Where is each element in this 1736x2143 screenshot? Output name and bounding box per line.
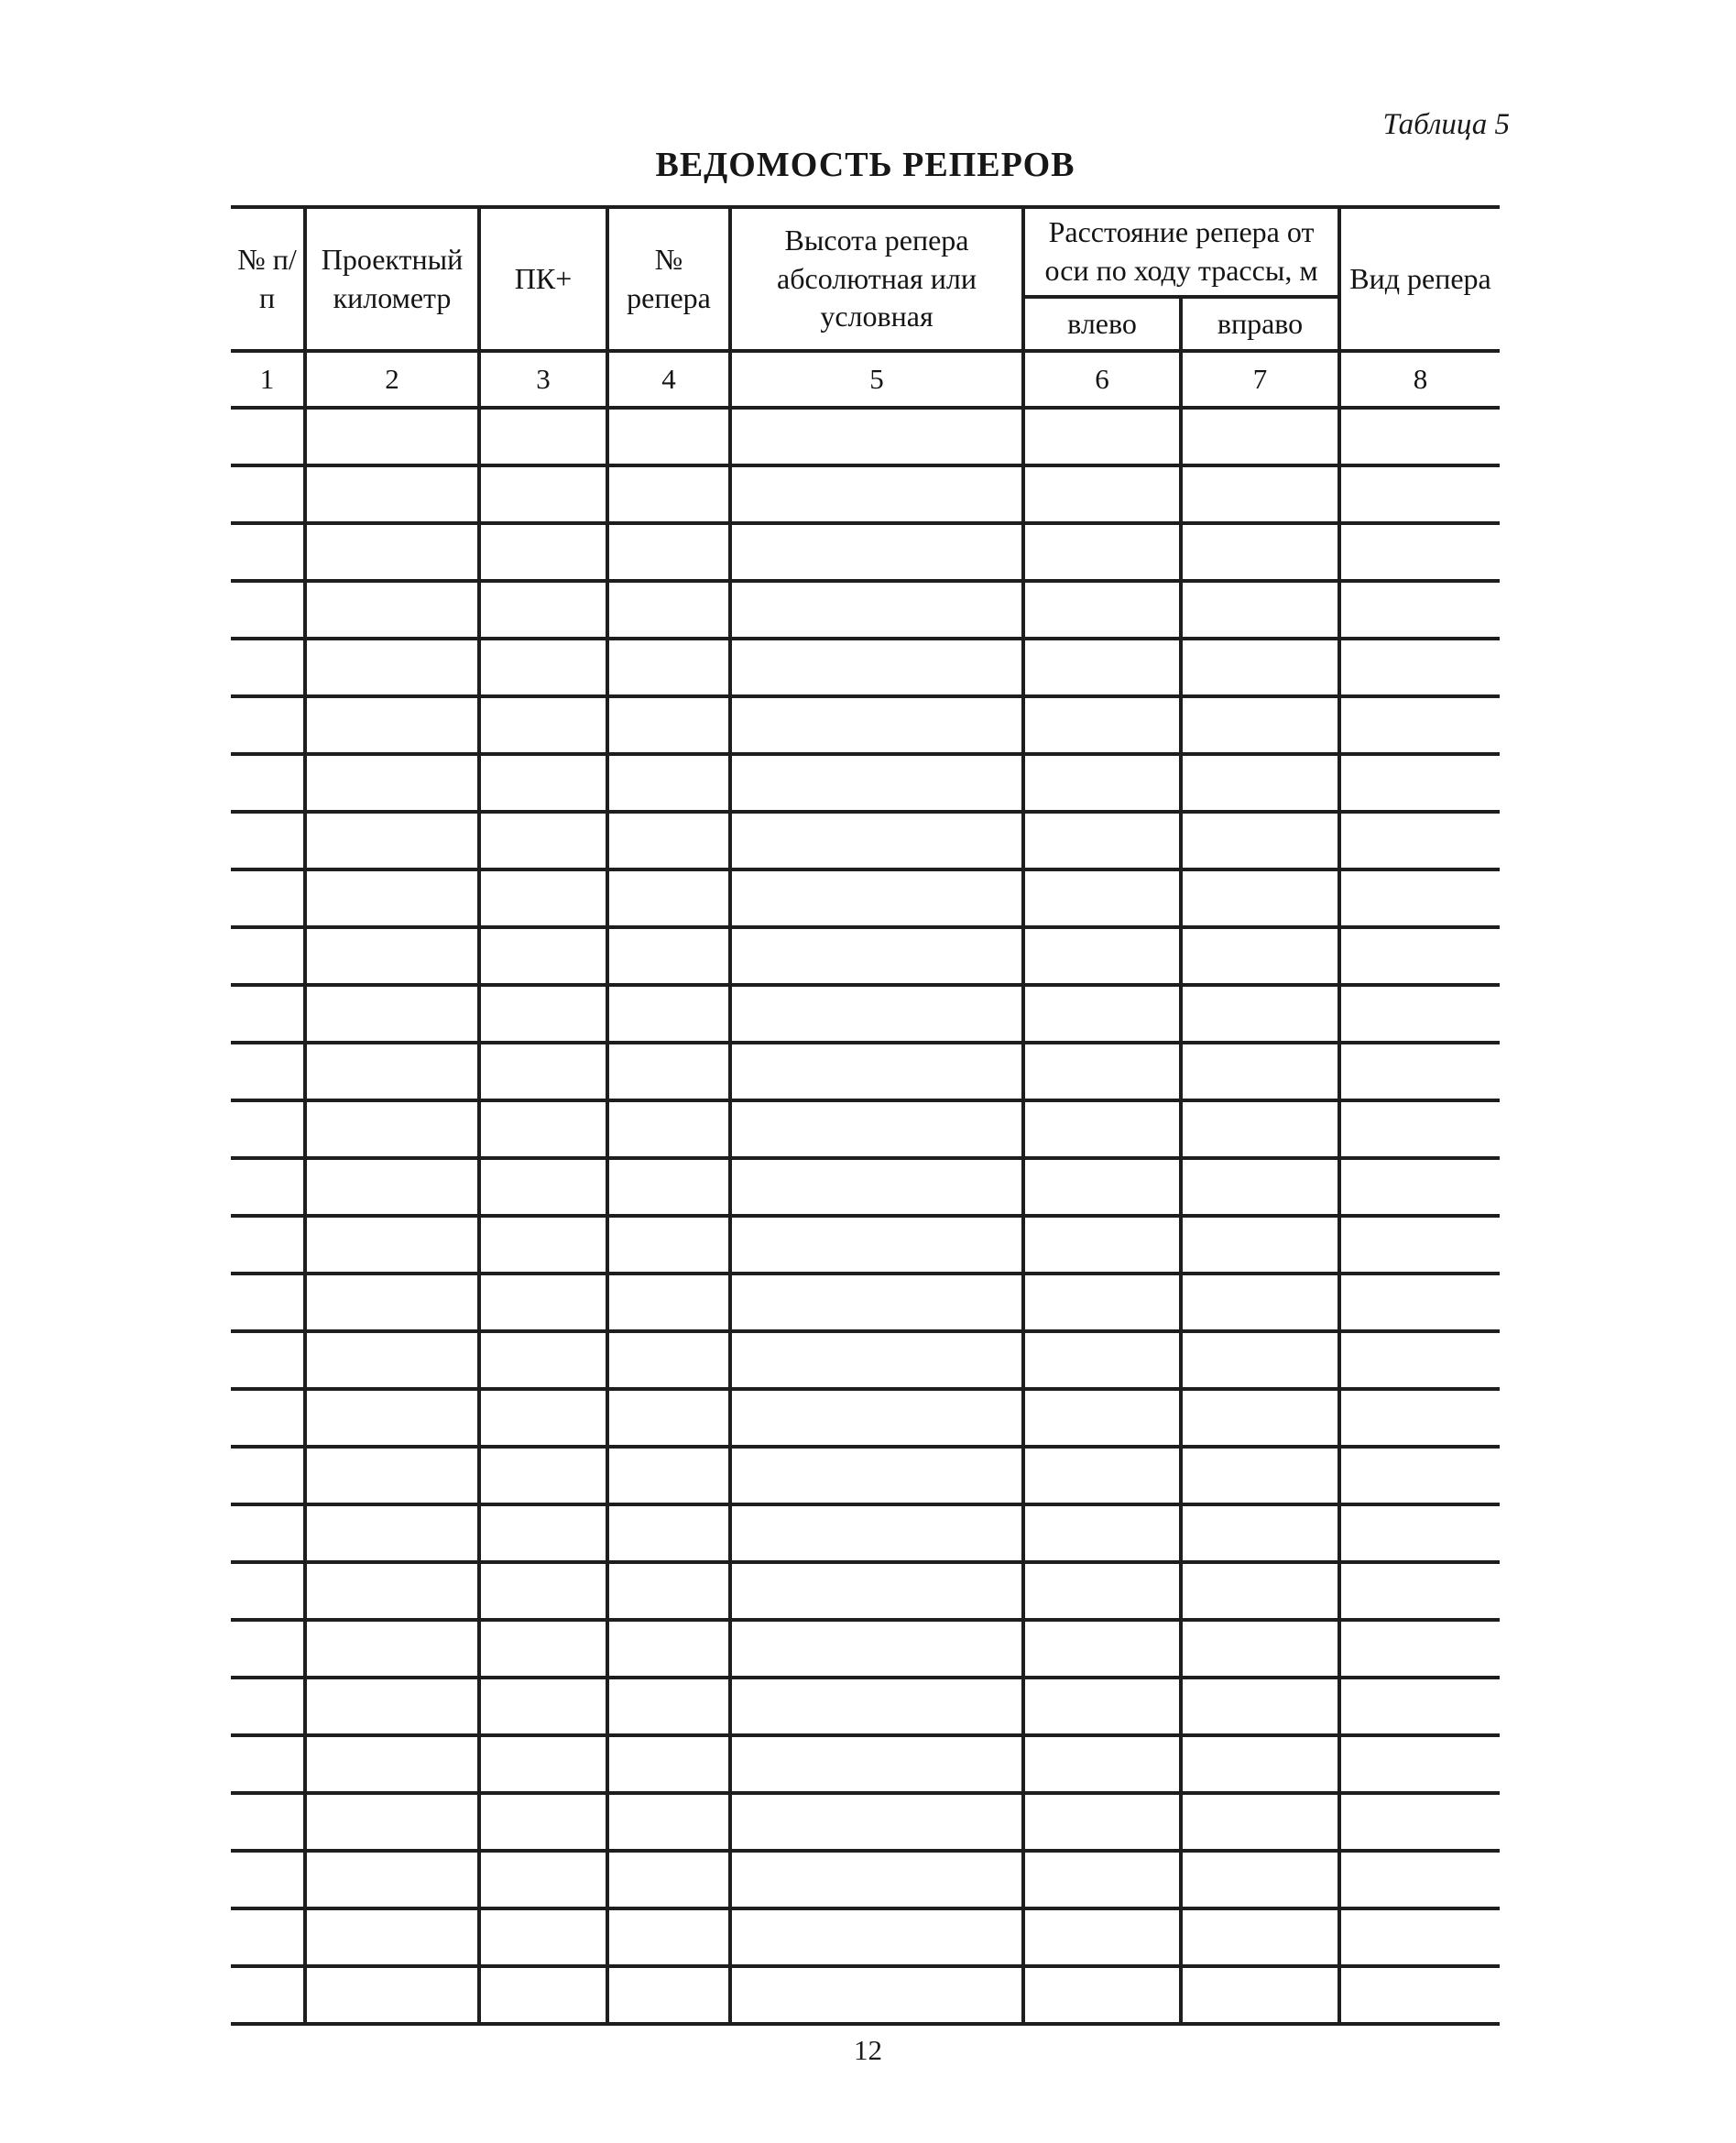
empty-cell bbox=[730, 1389, 1023, 1447]
empty-cell bbox=[1181, 1274, 1339, 1331]
empty-cell bbox=[1023, 1735, 1181, 1793]
empty-cell bbox=[607, 408, 730, 465]
empty-cell bbox=[231, 1274, 305, 1331]
empty-cell bbox=[1023, 985, 1181, 1043]
empty-cell bbox=[607, 639, 730, 696]
table-row bbox=[231, 1735, 1500, 1793]
empty-cell bbox=[231, 1389, 305, 1447]
empty-cell bbox=[1023, 1562, 1181, 1620]
header-pk-plus: ПК+ bbox=[479, 207, 607, 351]
empty-cell bbox=[1181, 1331, 1339, 1389]
empty-cell bbox=[479, 1331, 607, 1389]
empty-cell bbox=[607, 1620, 730, 1678]
table-row bbox=[231, 1562, 1500, 1620]
empty-cell bbox=[1181, 639, 1339, 696]
empty-cell bbox=[1181, 985, 1339, 1043]
empty-cell bbox=[730, 1793, 1023, 1851]
empty-cell bbox=[1181, 1504, 1339, 1562]
empty-cell bbox=[305, 1331, 479, 1389]
empty-cell bbox=[1023, 1620, 1181, 1678]
table-row bbox=[231, 1274, 1500, 1331]
empty-cell bbox=[1339, 1274, 1500, 1331]
empty-cell bbox=[231, 1620, 305, 1678]
header-row bbox=[231, 207, 1500, 297]
empty-cell bbox=[730, 1158, 1023, 1216]
page-title: ВЕДОМОСТЬ РЕПЕРОВ bbox=[655, 146, 1075, 184]
table-row bbox=[231, 581, 1500, 639]
empty-cell bbox=[607, 1274, 730, 1331]
empty-cell bbox=[607, 812, 730, 869]
empty-cell bbox=[1023, 1274, 1181, 1331]
empty-cell bbox=[1023, 1331, 1181, 1389]
empty-cell bbox=[305, 639, 479, 696]
empty-cell bbox=[479, 1100, 607, 1158]
empty-cell bbox=[607, 581, 730, 639]
empty-cell bbox=[305, 1793, 479, 1851]
empty-cell bbox=[305, 696, 479, 754]
empty-cell bbox=[231, 1908, 305, 1966]
empty-cell bbox=[1339, 408, 1500, 465]
empty-cell bbox=[1181, 754, 1339, 812]
table-row bbox=[231, 1389, 1500, 1447]
empty-cell bbox=[1339, 985, 1500, 1043]
table-row bbox=[231, 1043, 1500, 1100]
empty-cell bbox=[231, 812, 305, 869]
table-row bbox=[231, 1100, 1500, 1158]
empty-cell bbox=[479, 1562, 607, 1620]
header-benchmark-height: Высота репера абсолютная или условная bbox=[730, 207, 1023, 351]
empty-cell bbox=[479, 985, 607, 1043]
table-row bbox=[231, 1216, 1500, 1274]
empty-cell bbox=[1023, 1678, 1181, 1735]
empty-cell bbox=[305, 1216, 479, 1274]
empty-cell bbox=[1181, 927, 1339, 985]
empty-cell bbox=[479, 812, 607, 869]
empty-cell bbox=[607, 465, 730, 523]
empty-cell bbox=[479, 1447, 607, 1504]
empty-cell bbox=[231, 1562, 305, 1620]
empty-cell bbox=[231, 1043, 305, 1100]
table-row bbox=[231, 754, 1500, 812]
empty-cell bbox=[1023, 1158, 1181, 1216]
table-body bbox=[231, 408, 1500, 2024]
empty-cell bbox=[1339, 869, 1500, 927]
empty-cell bbox=[607, 1562, 730, 1620]
empty-cell bbox=[231, 985, 305, 1043]
empty-cell bbox=[607, 754, 730, 812]
empty-cell bbox=[1339, 1331, 1500, 1389]
table-row bbox=[231, 1908, 1500, 1966]
empty-cell bbox=[730, 869, 1023, 927]
empty-cell bbox=[1339, 754, 1500, 812]
empty-cell bbox=[1181, 465, 1339, 523]
empty-cell bbox=[479, 1274, 607, 1331]
empty-cell bbox=[1181, 1043, 1339, 1100]
empty-cell bbox=[730, 1620, 1023, 1678]
empty-cell bbox=[231, 1158, 305, 1216]
table-row bbox=[231, 985, 1500, 1043]
empty-cell bbox=[1181, 408, 1339, 465]
empty-cell bbox=[479, 1735, 607, 1793]
empty-cell bbox=[1023, 1504, 1181, 1562]
empty-cell bbox=[607, 1331, 730, 1389]
table-row bbox=[231, 1966, 1500, 2024]
empty-cell bbox=[730, 754, 1023, 812]
empty-cell bbox=[730, 1274, 1023, 1331]
empty-cell bbox=[607, 696, 730, 754]
empty-cell bbox=[479, 1908, 607, 1966]
empty-cell bbox=[1181, 581, 1339, 639]
table-row bbox=[231, 1678, 1500, 1735]
empty-cell bbox=[305, 1735, 479, 1793]
header-project-kilometer: Проектный километр bbox=[305, 207, 479, 351]
column-number-cell: 8 bbox=[1339, 351, 1500, 408]
empty-cell bbox=[1339, 1793, 1500, 1851]
empty-cell bbox=[607, 1908, 730, 1966]
column-number-cell: 7 bbox=[1181, 351, 1339, 408]
empty-cell bbox=[305, 1851, 479, 1908]
empty-cell bbox=[730, 1735, 1023, 1793]
empty-cell bbox=[1181, 1447, 1339, 1504]
empty-cell bbox=[1181, 523, 1339, 581]
empty-cell bbox=[231, 1966, 305, 2024]
empty-cell bbox=[730, 1331, 1023, 1389]
empty-cell bbox=[1339, 581, 1500, 639]
empty-cell bbox=[1339, 1966, 1500, 2024]
empty-cell bbox=[1023, 1216, 1181, 1274]
empty-cell bbox=[479, 1389, 607, 1447]
empty-cell bbox=[1023, 754, 1181, 812]
empty-cell bbox=[730, 1562, 1023, 1620]
empty-cell bbox=[1023, 465, 1181, 523]
empty-cell bbox=[1181, 869, 1339, 927]
empty-cell bbox=[1023, 408, 1181, 465]
empty-cell bbox=[231, 1735, 305, 1793]
empty-cell bbox=[730, 812, 1023, 869]
empty-cell bbox=[607, 1793, 730, 1851]
empty-cell bbox=[607, 523, 730, 581]
empty-cell bbox=[231, 408, 305, 465]
table-row bbox=[231, 812, 1500, 869]
empty-cell bbox=[231, 1216, 305, 1274]
empty-cell bbox=[479, 869, 607, 927]
empty-cell bbox=[479, 1216, 607, 1274]
empty-cell bbox=[305, 1100, 479, 1158]
empty-cell bbox=[1023, 523, 1181, 581]
empty-cell bbox=[479, 1851, 607, 1908]
benchmark-table bbox=[231, 205, 1500, 2026]
empty-cell bbox=[479, 523, 607, 581]
table-row bbox=[231, 927, 1500, 985]
empty-cell bbox=[1181, 1678, 1339, 1735]
empty-cell bbox=[305, 1562, 479, 1620]
empty-cell bbox=[1023, 1966, 1181, 2024]
empty-cell bbox=[1023, 1793, 1181, 1851]
empty-cell bbox=[231, 465, 305, 523]
empty-cell bbox=[305, 1274, 479, 1331]
header-distance-left: влево bbox=[1023, 297, 1181, 351]
header-distance-group: Расстояние репера от оси по ходу трассы, м bbox=[1023, 207, 1339, 297]
empty-cell bbox=[730, 1851, 1023, 1908]
empty-cell bbox=[479, 1504, 607, 1562]
empty-cell bbox=[305, 1158, 479, 1216]
empty-cell bbox=[607, 1100, 730, 1158]
empty-cell bbox=[305, 1389, 479, 1447]
column-number-cell: 4 bbox=[607, 351, 730, 408]
table-row bbox=[231, 523, 1500, 581]
empty-cell bbox=[607, 1216, 730, 1274]
empty-cell bbox=[730, 1908, 1023, 1966]
empty-cell bbox=[231, 1851, 305, 1908]
empty-cell bbox=[305, 1908, 479, 1966]
empty-cell bbox=[1339, 1158, 1500, 1216]
empty-cell bbox=[231, 869, 305, 927]
empty-cell bbox=[1339, 812, 1500, 869]
empty-cell bbox=[730, 1447, 1023, 1504]
empty-cell bbox=[1339, 1100, 1500, 1158]
empty-cell bbox=[607, 1851, 730, 1908]
column-number-row bbox=[231, 351, 1500, 408]
empty-cell bbox=[1181, 1620, 1339, 1678]
empty-cell bbox=[607, 1678, 730, 1735]
empty-cell bbox=[607, 869, 730, 927]
empty-cell bbox=[1181, 1735, 1339, 1793]
table-row bbox=[231, 408, 1500, 465]
empty-cell bbox=[1339, 927, 1500, 985]
empty-cell bbox=[1339, 465, 1500, 523]
table-row bbox=[231, 1447, 1500, 1504]
empty-cell bbox=[1181, 1216, 1339, 1274]
empty-cell bbox=[305, 1678, 479, 1735]
empty-cell bbox=[607, 1966, 730, 2024]
empty-cell bbox=[231, 1331, 305, 1389]
table-row bbox=[231, 465, 1500, 523]
empty-cell bbox=[231, 927, 305, 985]
empty-cell bbox=[730, 639, 1023, 696]
empty-cell bbox=[1339, 1620, 1500, 1678]
table-row bbox=[231, 869, 1500, 927]
empty-cell bbox=[231, 1793, 305, 1851]
empty-cell bbox=[231, 754, 305, 812]
empty-cell bbox=[1023, 812, 1181, 869]
empty-cell bbox=[479, 1620, 607, 1678]
empty-cell bbox=[305, 869, 479, 927]
empty-cell bbox=[1339, 1043, 1500, 1100]
table-row bbox=[231, 1331, 1500, 1389]
empty-cell bbox=[231, 1678, 305, 1735]
empty-cell bbox=[479, 1793, 607, 1851]
empty-cell bbox=[1023, 869, 1181, 927]
empty-cell bbox=[1023, 1043, 1181, 1100]
table-row bbox=[231, 639, 1500, 696]
empty-cell bbox=[1023, 1851, 1181, 1908]
empty-cell bbox=[730, 523, 1023, 581]
empty-cell bbox=[1023, 696, 1181, 754]
empty-cell bbox=[305, 754, 479, 812]
empty-cell bbox=[1339, 696, 1500, 754]
empty-cell bbox=[479, 1678, 607, 1735]
table-row bbox=[231, 696, 1500, 754]
empty-cell bbox=[305, 1504, 479, 1562]
empty-cell bbox=[607, 1735, 730, 1793]
header-benchmark-kind: Вид репера bbox=[1339, 207, 1500, 351]
empty-cell bbox=[730, 927, 1023, 985]
empty-cell bbox=[305, 465, 479, 523]
empty-cell bbox=[730, 1100, 1023, 1158]
empty-cell bbox=[479, 754, 607, 812]
empty-cell bbox=[305, 1447, 479, 1504]
empty-cell bbox=[1023, 927, 1181, 985]
empty-cell bbox=[231, 581, 305, 639]
empty-cell bbox=[1181, 1158, 1339, 1216]
empty-cell bbox=[479, 696, 607, 754]
table-row bbox=[231, 1158, 1500, 1216]
empty-cell bbox=[730, 1966, 1023, 2024]
header-benchmark-number: № репера bbox=[607, 207, 730, 351]
empty-cell bbox=[730, 1678, 1023, 1735]
empty-cell bbox=[1023, 1908, 1181, 1966]
empty-cell bbox=[231, 523, 305, 581]
empty-cell bbox=[1023, 639, 1181, 696]
empty-cell bbox=[1339, 1908, 1500, 1966]
empty-cell bbox=[730, 1043, 1023, 1100]
empty-cell bbox=[231, 696, 305, 754]
page-number: 12 bbox=[854, 2034, 882, 2066]
empty-cell bbox=[730, 985, 1023, 1043]
empty-cell bbox=[607, 1158, 730, 1216]
column-number-cell: 5 bbox=[730, 351, 1023, 408]
empty-cell bbox=[607, 927, 730, 985]
empty-cell bbox=[1181, 812, 1339, 869]
empty-cell bbox=[1181, 1851, 1339, 1908]
empty-cell bbox=[1181, 1389, 1339, 1447]
empty-cell bbox=[607, 1389, 730, 1447]
empty-cell bbox=[231, 1504, 305, 1562]
empty-cell bbox=[305, 581, 479, 639]
empty-cell bbox=[479, 1043, 607, 1100]
empty-cell bbox=[305, 812, 479, 869]
empty-cell bbox=[1339, 1735, 1500, 1793]
empty-cell bbox=[1181, 1966, 1339, 2024]
empty-cell bbox=[479, 927, 607, 985]
empty-cell bbox=[1181, 1793, 1339, 1851]
empty-cell bbox=[1339, 1562, 1500, 1620]
empty-cell bbox=[730, 465, 1023, 523]
empty-cell bbox=[1339, 1504, 1500, 1562]
empty-cell bbox=[305, 523, 479, 581]
empty-cell bbox=[1339, 639, 1500, 696]
empty-cell bbox=[305, 927, 479, 985]
table-row bbox=[231, 1504, 1500, 1562]
empty-cell bbox=[479, 465, 607, 523]
empty-cell bbox=[305, 408, 479, 465]
empty-cell bbox=[1023, 1447, 1181, 1504]
empty-cell bbox=[607, 1504, 730, 1562]
empty-cell bbox=[1023, 1100, 1181, 1158]
empty-cell bbox=[1339, 1851, 1500, 1908]
column-number-cell: 2 bbox=[305, 351, 479, 408]
empty-cell bbox=[1181, 1908, 1339, 1966]
column-number-cell: 3 bbox=[479, 351, 607, 408]
empty-cell bbox=[1181, 1562, 1339, 1620]
empty-cell bbox=[607, 985, 730, 1043]
empty-cell bbox=[479, 1966, 607, 2024]
empty-cell bbox=[1339, 1216, 1500, 1274]
empty-cell bbox=[1181, 1100, 1339, 1158]
empty-cell bbox=[479, 639, 607, 696]
empty-cell bbox=[479, 408, 607, 465]
empty-cell bbox=[730, 408, 1023, 465]
header-distance-right: вправо bbox=[1181, 297, 1339, 351]
column-number-cell: 6 bbox=[1023, 351, 1181, 408]
empty-cell bbox=[231, 1100, 305, 1158]
empty-cell bbox=[305, 1043, 479, 1100]
empty-cell bbox=[305, 1966, 479, 2024]
empty-cell bbox=[607, 1447, 730, 1504]
empty-cell bbox=[1339, 523, 1500, 581]
empty-cell bbox=[1339, 1389, 1500, 1447]
table-row bbox=[231, 1851, 1500, 1908]
empty-cell bbox=[1023, 1389, 1181, 1447]
empty-cell bbox=[1339, 1678, 1500, 1735]
empty-cell bbox=[479, 1158, 607, 1216]
empty-cell bbox=[305, 1620, 479, 1678]
empty-cell bbox=[1023, 581, 1181, 639]
empty-cell bbox=[730, 1504, 1023, 1562]
empty-cell bbox=[730, 696, 1023, 754]
empty-cell bbox=[730, 1216, 1023, 1274]
empty-cell bbox=[1339, 1447, 1500, 1504]
table-row bbox=[231, 1620, 1500, 1678]
table-row bbox=[231, 1793, 1500, 1851]
empty-cell bbox=[730, 581, 1023, 639]
empty-cell bbox=[231, 1447, 305, 1504]
empty-cell bbox=[1181, 696, 1339, 754]
empty-cell bbox=[231, 639, 305, 696]
empty-cell bbox=[607, 1043, 730, 1100]
empty-cell bbox=[479, 581, 607, 639]
column-number-cell: 1 bbox=[231, 351, 305, 408]
table-caption-label: Таблица 5 bbox=[1382, 108, 1510, 141]
empty-cell bbox=[305, 985, 479, 1043]
header-row-number: № п/п bbox=[231, 207, 305, 351]
